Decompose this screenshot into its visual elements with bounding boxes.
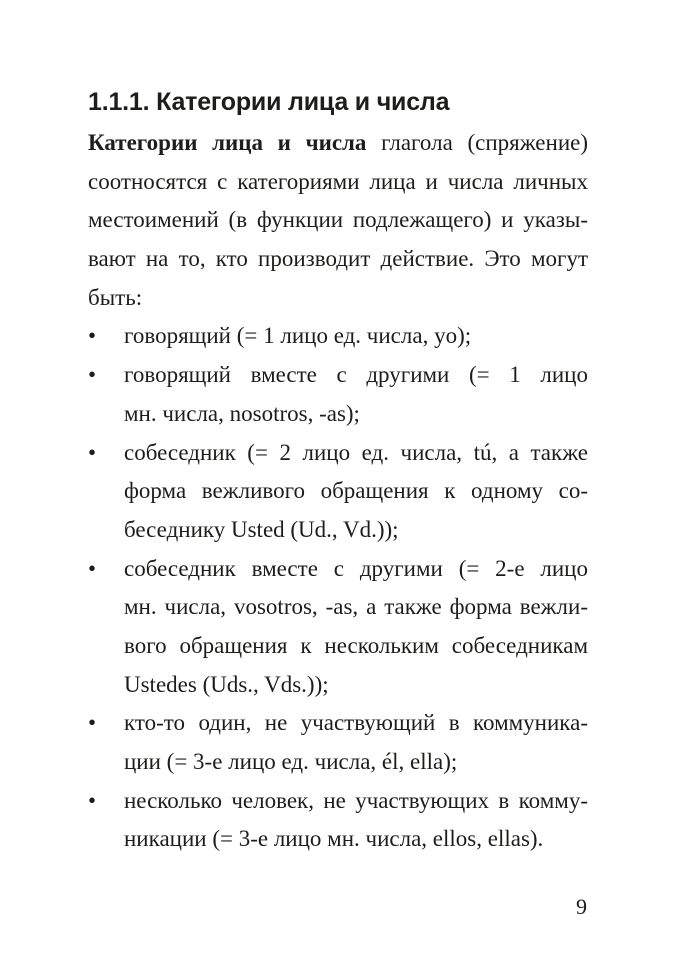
- bullet-item: [88, 317, 588, 356]
- bullet-text: несколько человек, не участвующих в комму-: [124, 787, 588, 813]
- bullet-text: говорящий вместе с другими (= 1 лицо: [124, 362, 588, 388]
- bullet-text: Ustedes (Uds., Vds.));: [124, 671, 329, 697]
- body-text: [88, 124, 588, 859]
- bold-term: Категории лица и числа: [88, 130, 367, 155]
- bullet-icon: •: [88, 555, 97, 581]
- page-number: 9: [576, 894, 587, 919]
- paragraph-text: глагола (спряжение): [381, 130, 588, 155]
- bullet-text: никации (= 3-е лицо мн. числа, ellos, ellas).: [124, 826, 544, 852]
- bullet-text: собеседник (= 2 лицо ед. числа, tú, а также: [124, 439, 588, 465]
- bullet-item: [88, 356, 588, 395]
- paragraph-line: [88, 124, 588, 163]
- section-heading: 1.1.1. Категории лица и числа: [88, 88, 450, 116]
- paragraph-line: быть:: [88, 284, 143, 310]
- paragraph-line: вают на то, кто производит действие. Это могут: [88, 246, 588, 272]
- bullet-icon: •: [88, 439, 97, 465]
- bullet-text: форма вежливого обращения к одному со-: [124, 478, 588, 504]
- bullet-item: [88, 704, 588, 743]
- bullet-text: вого обращения к нескольким собеседникам: [124, 632, 588, 658]
- bullet-item: [88, 434, 588, 473]
- bullet-icon: •: [88, 362, 97, 388]
- bullet-text: беседнику Usted (Ud., Vd.));: [124, 516, 399, 542]
- bullet-item: [88, 782, 588, 821]
- bullet-icon: •: [88, 710, 97, 736]
- bullet-text: мн. числа, nosotros, -as);: [124, 400, 360, 426]
- bullet-text: ции (= 3-е лицо ед. числа, él, ella);: [124, 749, 458, 774]
- bullet-text: собеседник вместе с другими (= 2-е лицо: [124, 555, 588, 581]
- bullet-text: кто-то один, не участвующий в коммуника-: [124, 710, 588, 736]
- paragraph-line: соотносятся с категориями лица и числа личных: [88, 168, 588, 194]
- bullet-item: [88, 550, 588, 589]
- paragraph-line: местоимений (в функции подлежащего) и указы-: [88, 207, 588, 233]
- bullet-text: говорящий (= 1 лицо ед. числа, yo);: [124, 323, 472, 349]
- bullet-text: мн. числа, vosotros, -as, а также форма вежли-: [124, 594, 588, 620]
- bullet-icon: •: [88, 323, 97, 349]
- bullet-icon: •: [88, 787, 97, 813]
